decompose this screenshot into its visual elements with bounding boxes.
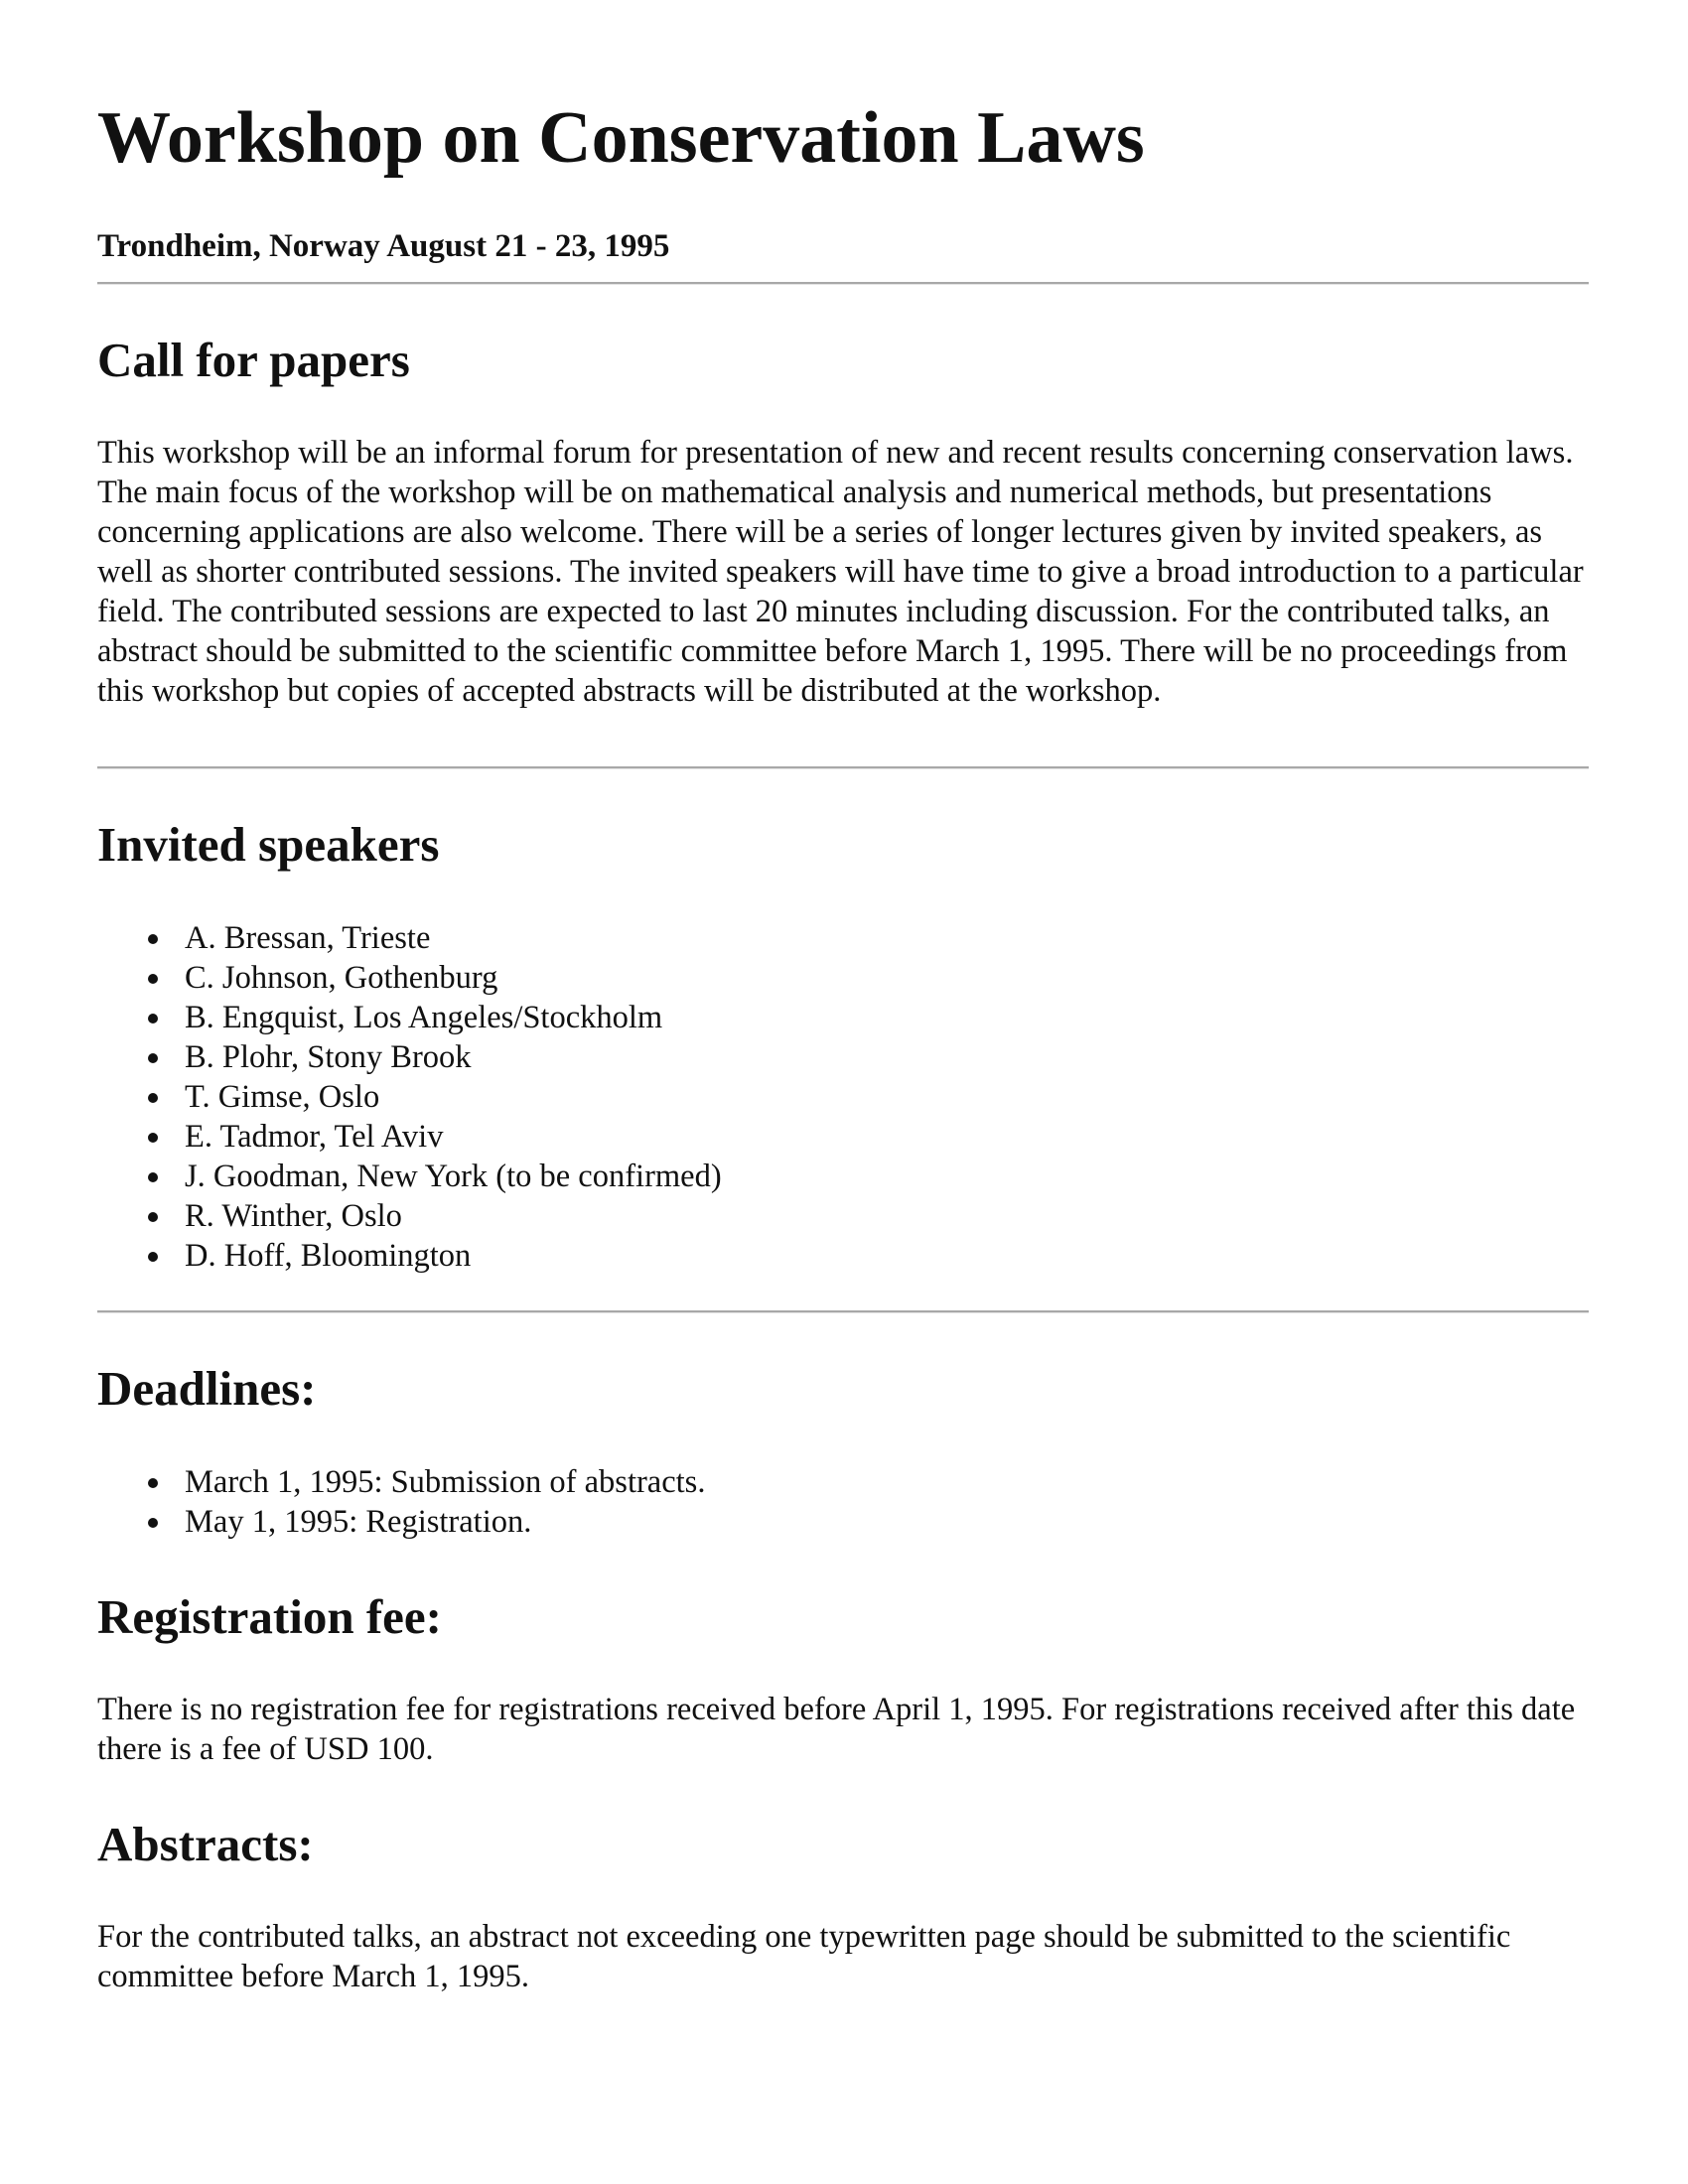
deadline-text: March 1, 1995: Submission of abstracts. (185, 1464, 706, 1500)
bullet-icon (148, 1014, 158, 1024)
bullet-icon (148, 1252, 158, 1262)
speaker-name: J. Goodman, New York (to be confirmed) (185, 1159, 722, 1194)
list-item (185, 1117, 722, 1157)
bullet-icon (148, 1478, 158, 1488)
list-item (185, 1157, 722, 1196)
page-title: Workshop on Conservation Laws (97, 97, 1145, 179)
speaker-name: D. Hoff, Bloomington (185, 1238, 472, 1274)
divider-1 (97, 282, 1589, 285)
speaker-name: C. Johnson, Gothenburg (185, 960, 498, 996)
call-for-papers-heading: Call for papers (97, 333, 410, 387)
bullet-icon (148, 1093, 158, 1103)
list-item (185, 1502, 705, 1542)
speaker-name: B. Plohr, Stony Brook (185, 1039, 472, 1075)
deadlines-heading: Deadlines: (97, 1361, 317, 1416)
invited-speakers-heading: Invited speakers (97, 817, 440, 872)
bullet-icon (148, 1133, 158, 1143)
list-item (185, 1077, 722, 1117)
bullet-icon (148, 1212, 158, 1222)
deadline-text: May 1, 1995: Registration. (185, 1504, 532, 1540)
divider-3 (97, 1310, 1589, 1313)
list-item (185, 918, 722, 958)
abstracts-heading: Abstracts: (97, 1817, 314, 1871)
bullet-icon (148, 1518, 158, 1528)
invited-speakers-list (97, 918, 722, 1276)
speaker-name: T. Gimse, Oslo (185, 1079, 380, 1115)
speaker-name: B. Engquist, Los Angeles/Stockholm (185, 1000, 663, 1035)
bullet-icon (148, 1053, 158, 1063)
bullet-icon (148, 934, 158, 944)
speaker-name: A. Bressan, Trieste (185, 920, 431, 956)
list-item (185, 1462, 705, 1502)
divider-2 (97, 766, 1589, 769)
speaker-name: R. Winther, Oslo (185, 1198, 402, 1234)
registration-fee-text: There is no registration fee for registrations received before April 1, 1995. For registrations received after this date there is a fee of USD 100. (97, 1692, 1576, 1767)
deadlines-list (97, 1462, 705, 1542)
speaker-name: E. Tadmor, Tel Aviv (185, 1119, 444, 1155)
bullet-icon (148, 974, 158, 984)
bullet-icon (148, 1172, 158, 1182)
list-item (185, 1196, 722, 1236)
page-subtitle: Trondheim, Norway August 21 - 23, 1995 (97, 228, 670, 264)
call-for-papers-text: This workshop will be an informal forum for presentation of new and recent results concerning conservation laws. The main focus of the workshop will be on mathematical analysis and numerical methods, but presentations concerning applications are also welcome. There will be a series of longer lectures given by invited speakers, as well as shorter contributed sessions. The invited speakers will have time to give a broad introduction to a particular field. The contributed sessions are expected to last 20 minutes including discussion. For the contributed talks, an abstract should be submitted to the scientific committee before March 1, 1995. There will be no proceedings from this workshop but copies of accepted abstracts will be distributed at the workshop. (97, 435, 1584, 709)
list-item (185, 998, 722, 1037)
abstracts-text: For the contributed talks, an abstract not exceeding one typewritten page should be submitted to the scientific committee before March 1, 1995. (97, 1919, 1511, 1994)
list-item (185, 1236, 722, 1276)
list-item (185, 1037, 722, 1077)
registration-fee-heading: Registration fee: (97, 1589, 442, 1644)
list-item (185, 958, 722, 998)
